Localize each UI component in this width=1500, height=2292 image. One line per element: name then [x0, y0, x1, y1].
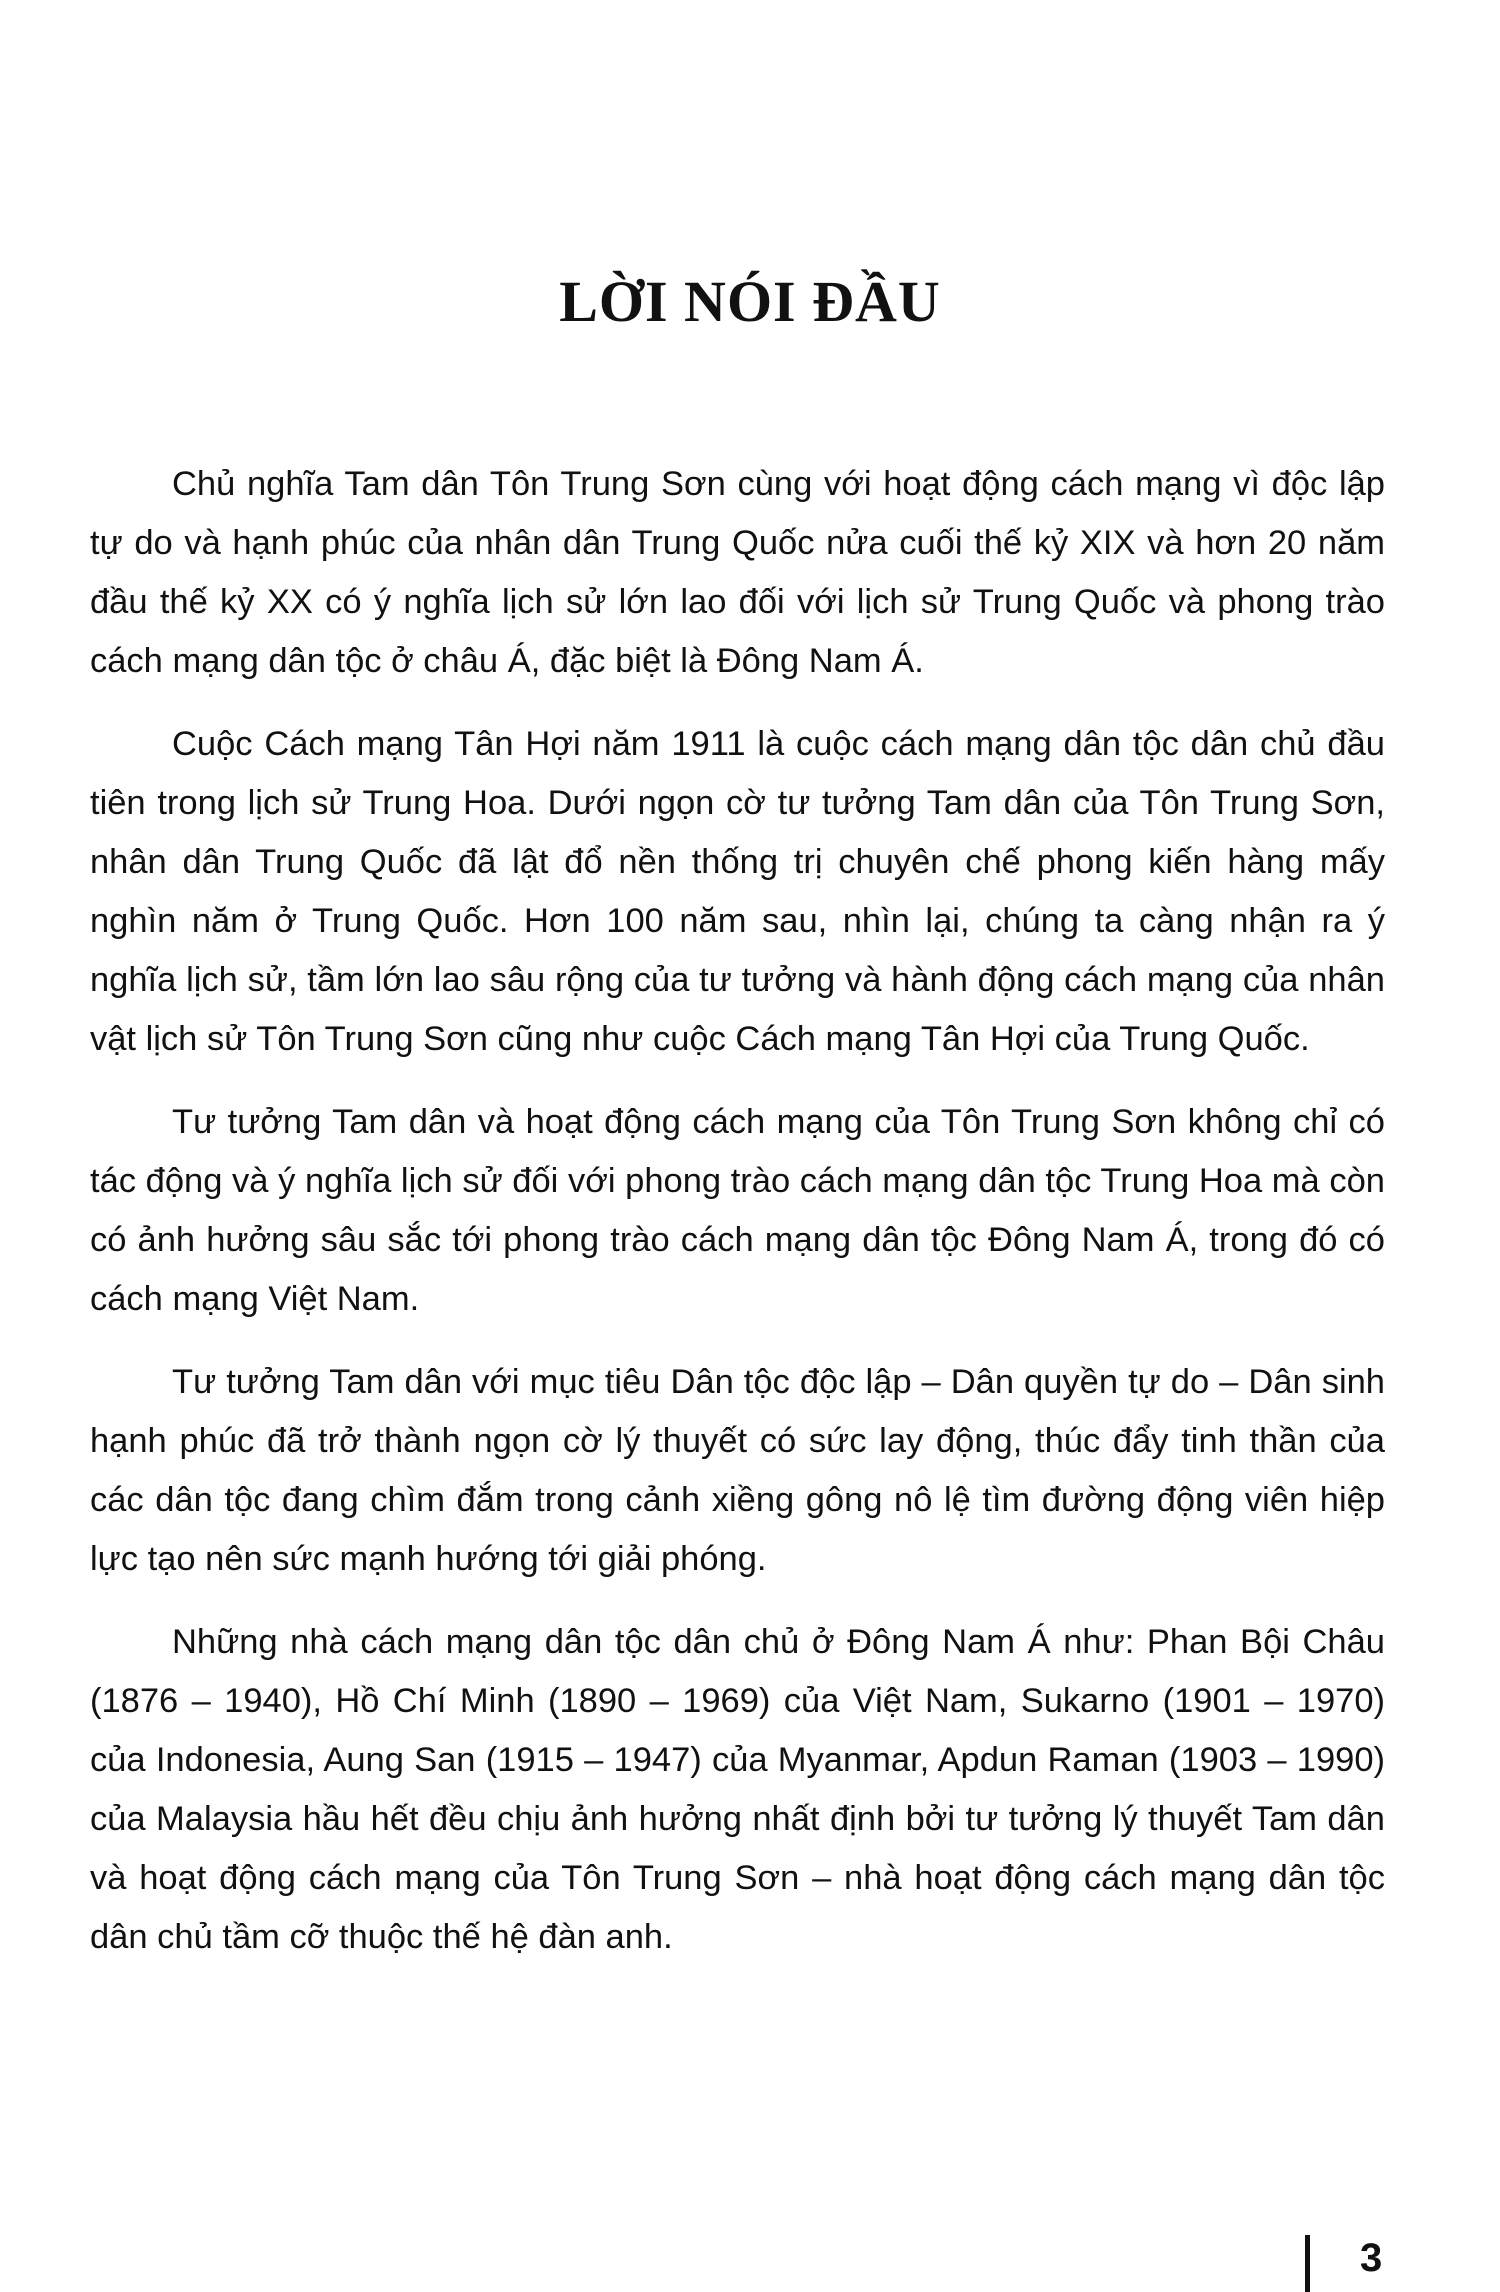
page-number: 3	[1360, 2236, 1383, 2280]
paragraph-1: Chủ nghĩa Tam dân Tôn Trung Sơn cùng với hoạt động cách mạng vì độc lập tự do và hạnh phúc của nhân dân Trung Quốc nửa cuối thế kỷ XIX và hơn 20 năm đầu thế kỷ XX có ý nghĩa lịch sử lớn lao đối với lịch sử Trung Quốc và phong trào cách mạng dân tộc ở châu Á, đặc biệt là Đông Nam Á.	[90, 465, 1385, 680]
paragraph-5: Những nhà cách mạng dân tộc dân chủ ở Đông Nam Á như: Phan Bội Châu (1876 – 1940), Hồ Chí Minh (1890 – 1969) của Việt Nam, Sukarno (1901 – 1970) của Indonesia, Aung San (1915 – 1947) của Myanmar, Apdun Raman (1903 – 1990) của Malaysia hầu hết đều chịu ảnh hưởng nhất định bởi tư tưởng lý thuyết Tam dân và hoạt động cách mạng của Tôn Trung Sơn – nhà hoạt động cách mạng dân tộc dân chủ tầm cỡ thuộc thế hệ đàn anh.	[90, 1623, 1385, 1956]
paragraph-2: Cuộc Cách mạng Tân Hợi năm 1911 là cuộc cách mạng dân tộc dân chủ đầu tiên trong lịch sử Trung Hoa. Dưới ngọn cờ tư tưởng Tam dân của Tôn Trung Sơn, nhân dân Trung Quốc đã lật đổ nền thống trị chuyên chế phong kiến hàng mấy nghìn năm ở Trung Quốc. Hơn 100 năm sau, nhìn lại, chúng ta càng nhận ra ý nghĩa lịch sử, tầm lớn lao sâu rộng của tư tưởng và hành động cách mạng của nhân vật lịch sử Tôn Trung Sơn cũng như cuộc Cách mạng Tân Hợi của Trung Quốc.	[90, 725, 1385, 1058]
footer-rule	[1305, 2235, 1310, 2292]
page-title: LỜI NÓI ĐẦU	[559, 269, 941, 334]
paragraph-3: Tư tưởng Tam dân và hoạt động cách mạng của Tôn Trung Sơn không chỉ có tác động và ý nghĩa lịch sử đối với phong trào cách mạng dân tộc Trung Hoa mà còn có ảnh hưởng sâu sắc tới phong trào cách mạng dân tộc Đông Nam Á, trong đó có cách mạng Việt Nam.	[90, 1103, 1385, 1318]
paragraph-4: Tư tưởng Tam dân với mục tiêu Dân tộc độc lập – Dân quyền tự do – Dân sinh hạnh phúc đã trở thành ngọn cờ lý thuyết có sức lay động, thúc đẩy tinh thần của các dân tộc đang chìm đắm trong cảnh xiềng gông nô lệ tìm đường động viên hiệp lực tạo nên sức mạnh hướng tới giải phóng.	[90, 1363, 1385, 1578]
body-text	[90, 455, 1385, 1991]
